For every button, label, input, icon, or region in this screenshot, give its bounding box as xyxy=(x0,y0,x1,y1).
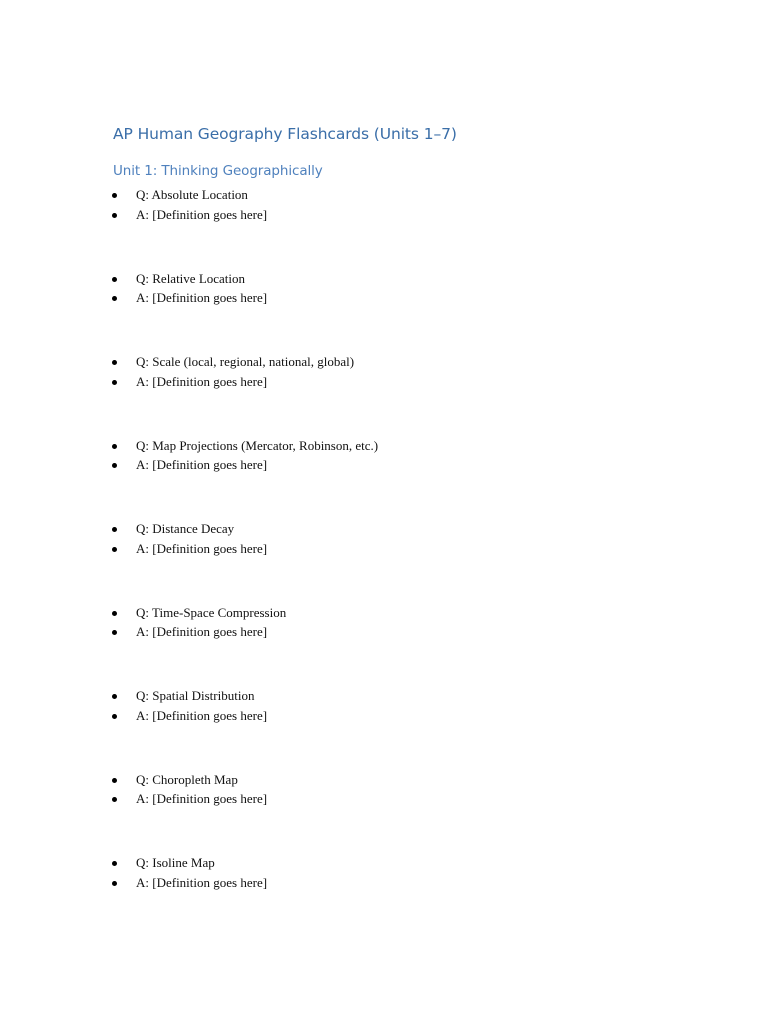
flashcard xyxy=(0,438,768,478)
answer-text: A: [Definition goes here] xyxy=(136,290,268,305)
document-title: AP Human Geography Flashcards (Units 1–7) xyxy=(113,125,457,143)
answer-text: A: [Definition goes here] xyxy=(136,206,268,222)
bullet-icon xyxy=(112,296,117,301)
list-item-answer xyxy=(0,207,768,227)
answer-text: A: [Definition goes here] xyxy=(136,540,268,556)
answer-text: A: [Definition goes here] xyxy=(136,624,268,639)
bullet-icon xyxy=(112,547,117,552)
flashcard xyxy=(0,605,768,645)
bullet-icon xyxy=(112,778,117,783)
bullet-icon xyxy=(112,193,117,198)
list-item-answer xyxy=(0,624,768,644)
section-heading: Unit 1: Thinking Geographically xyxy=(113,163,323,179)
list-item-question xyxy=(0,187,768,207)
flashcard xyxy=(0,354,768,394)
list-item-question xyxy=(0,688,768,708)
flashcard xyxy=(0,187,768,227)
list-item-answer xyxy=(0,708,768,728)
bullet-icon xyxy=(112,213,117,218)
answer-text: A: [Definition goes here] xyxy=(136,707,268,723)
bullet-icon xyxy=(112,527,117,532)
answer-text: A: [Definition goes here] xyxy=(136,874,268,890)
list-item-question xyxy=(0,605,768,625)
list-item-answer xyxy=(0,374,768,394)
answer-text: A: [Definition goes here] xyxy=(136,457,268,472)
bullet-icon xyxy=(112,360,117,365)
list-item-question xyxy=(0,855,768,875)
bullet-icon xyxy=(112,881,117,886)
question-text: Q: Relative Location xyxy=(136,270,246,286)
bullet-icon xyxy=(112,444,117,449)
list-item-answer xyxy=(0,791,768,811)
question-text: Q: Scale (local, regional, national, global) xyxy=(136,354,355,369)
bullet-icon xyxy=(112,611,117,616)
bullet-icon xyxy=(112,277,117,282)
answer-text: A: [Definition goes here] xyxy=(136,791,268,806)
question-text: Q: Map Projections (Mercator, Robinson, etc.) xyxy=(136,437,379,453)
list-item-answer xyxy=(0,290,768,310)
bullet-icon xyxy=(112,797,117,802)
question-text: Q: Absolute Location xyxy=(136,187,248,202)
flashcard xyxy=(0,271,768,311)
list-item-question xyxy=(0,521,768,541)
flashcard xyxy=(0,521,768,561)
bullet-icon xyxy=(112,380,117,385)
answer-text: A: [Definition goes here] xyxy=(136,373,268,389)
question-text: Q: Distance Decay xyxy=(136,521,235,536)
list-item-question xyxy=(0,354,768,374)
list-item-question xyxy=(0,772,768,792)
flashcard xyxy=(0,688,768,728)
flashcard xyxy=(0,772,768,812)
question-text: Q: Time-Space Compression xyxy=(136,604,287,620)
list-item-answer xyxy=(0,457,768,477)
bullet-icon xyxy=(112,861,117,866)
question-text: Q: Choropleth Map xyxy=(136,771,238,787)
list-item-answer xyxy=(0,875,768,895)
question-text: Q: Isoline Map xyxy=(136,855,215,870)
list-item-answer xyxy=(0,541,768,561)
flashcard xyxy=(0,855,768,895)
list-item-question xyxy=(0,438,768,458)
question-text: Q: Spatial Distribution xyxy=(136,688,255,703)
bullet-icon xyxy=(112,630,117,635)
bullet-icon xyxy=(112,694,117,699)
list-item-question xyxy=(0,271,768,291)
bullet-icon xyxy=(112,463,117,468)
bullet-icon xyxy=(112,714,117,719)
